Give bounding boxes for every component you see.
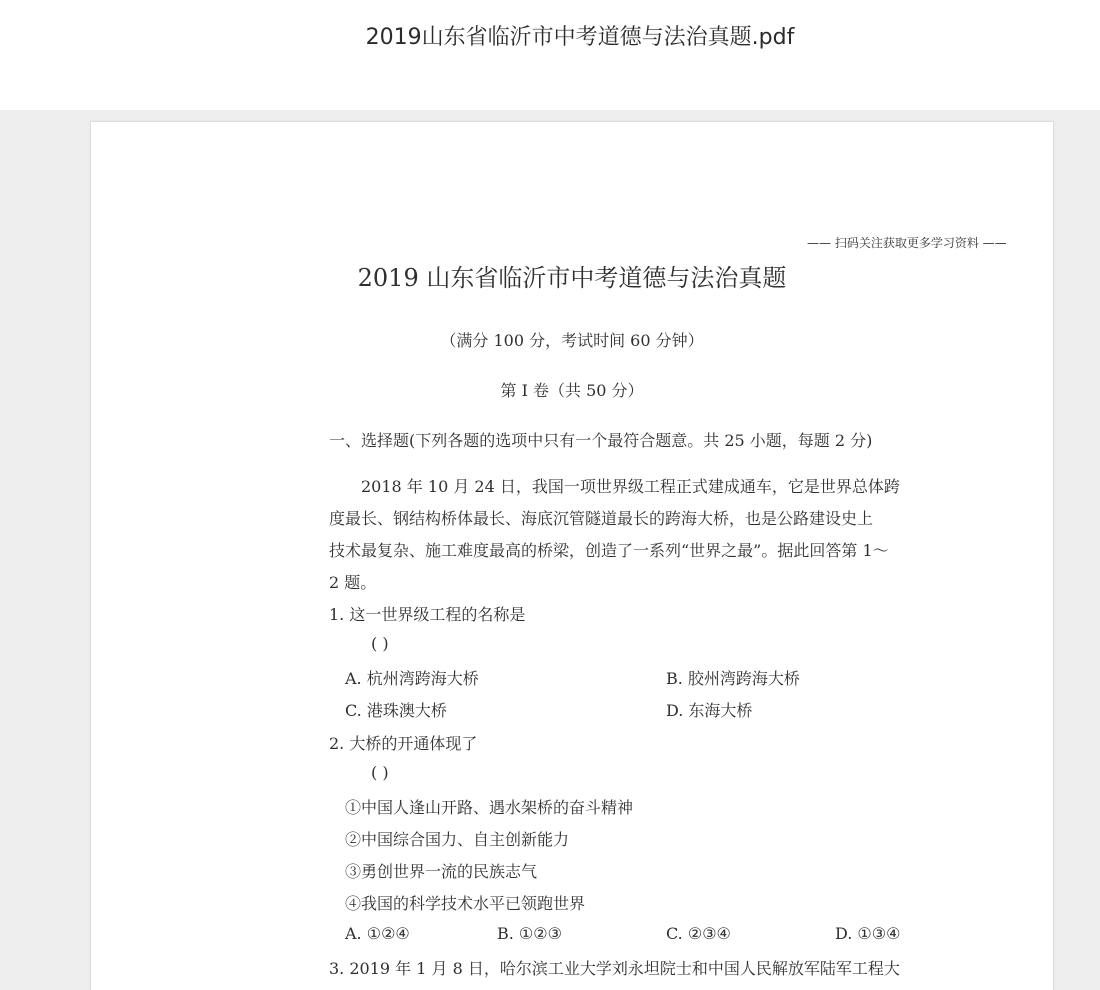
question-1-option-c: C. 港珠澳大桥	[345, 701, 447, 720]
question-2-blank: ( )	[371, 763, 389, 782]
question-1-blank: ( )	[371, 634, 389, 653]
document-page	[90, 121, 1054, 990]
question-2-option-c: C. ②③④	[666, 924, 731, 943]
question-1-option-a: A. 杭州湾跨海大桥	[345, 669, 479, 688]
question-2-item: ①中国人逢山开路、遇水架桥的奋斗精神	[345, 798, 634, 817]
file-title: 2019山东省临沂市中考道德与法治真题.pdf	[365, 25, 795, 50]
question-2-option-d: D. ①③④	[835, 924, 901, 943]
question-2-option-a: A. ①②④	[345, 924, 410, 943]
question-2-item: ②中国综合国力、自主创新能力	[345, 830, 570, 849]
passage-line: 2 题。	[329, 573, 377, 592]
document-subtitle: （满分 100 分，考试时间 60 分钟）	[440, 331, 704, 350]
passage-line: 技术最复杂、施工难度最高的桥梁，创造了一系列“世界之最”。据此回答第 1～	[329, 541, 889, 560]
passage-line: 度最长、钢结构桥体最长、海底沉管隧道最长的跨海大桥，也是公路建设史上	[329, 509, 874, 528]
passage-line: 2018 年 10 月 24 日，我国一项世界级工程正式建成通车，它是世界总体跨	[361, 477, 900, 496]
volume-heading: 第 I 卷（共 50 分）	[500, 381, 644, 400]
question-1-stem: 1. 这一世界级工程的名称是	[329, 605, 526, 624]
question-2-item: ③勇创世界一流的民族志气	[345, 862, 538, 881]
question-1-option-b: B. 胶州湾跨海大桥	[666, 669, 800, 688]
section-heading: 一、选择题(下列各题的选项中只有一个最符合题意。共 25 小题，每题 2 分)	[329, 431, 873, 450]
viewer-header	[0, 0, 1100, 110]
question-2-item: ④我国的科学技术水平已领跑世界	[345, 894, 586, 913]
question-1-option-d: D. 东海大桥	[666, 701, 753, 720]
document-viewer[interactable]	[0, 110, 1100, 990]
scan-banner: —— 扫码关注获取更多学习资料 ——	[807, 236, 1007, 250]
question-3-stem: 3. 2019 年 1 月 8 日，哈尔滨工业大学刘永坦院士和中国人民解放军陆军工程大	[329, 959, 900, 978]
document-title: 2019 山东省临沂市中考道德与法治真题	[357, 264, 787, 292]
question-2-option-b: B. ①②③	[497, 924, 562, 943]
question-2-stem: 2. 大桥的开通体现了	[329, 734, 478, 753]
